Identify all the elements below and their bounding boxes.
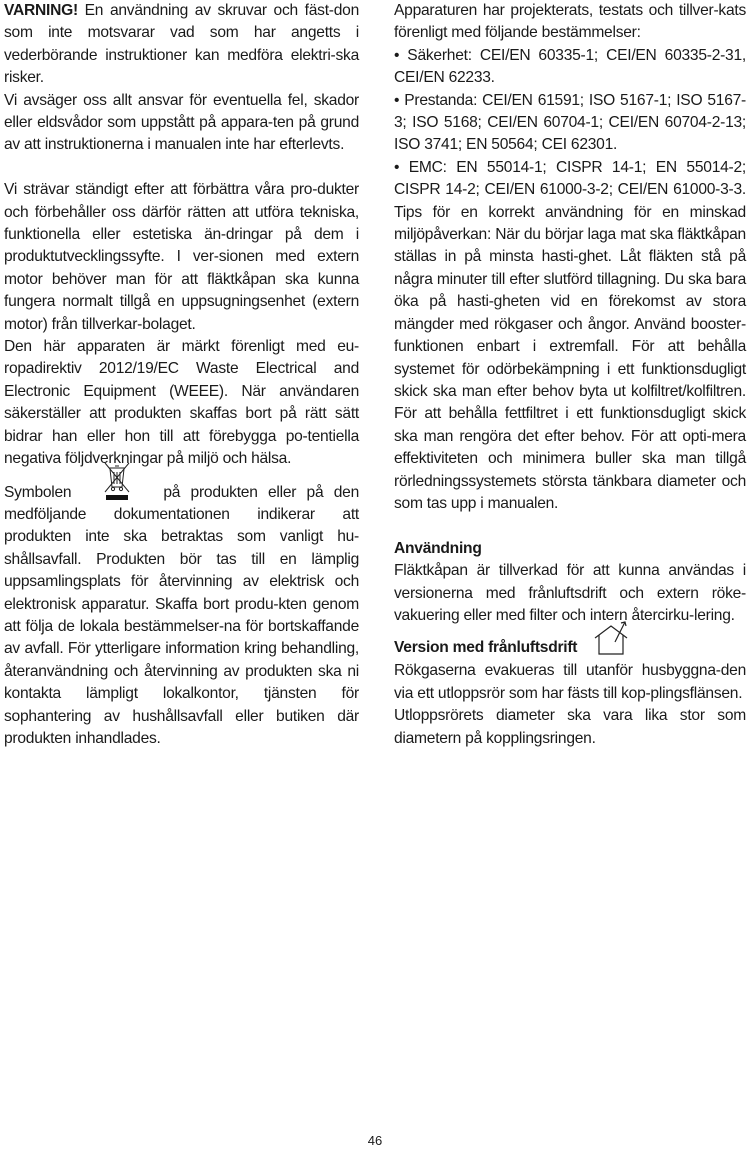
warning-paragraph — [4, 0, 359, 90]
emc-and-tips: • EMC: EN 55014-1; CISPR 14-1; EN 55014-2; CISPR 14-2; CEI/EN 61000-3-2; CEI/EN 61000-3-3. Tips för en korrekt användning för en minskad miljöpåverkan: När du börjar laga mat ska fläktkåpan ställas in på minsta hasti-ghet. Låt fläkten stå på några minuter till efter slutförd tillagning. Du ska bara öka på hasti-gheten vid en förekomst av stora mängder med rökgaser och ångor. Använd booster-funktionen enbart i extremfall. För att behålla systemet för odörbekämpning i ett funktionsdugligt skick ska man efter behov byta ut kolfiltret/kolfiltren. För att behålla fettfiltret i ett funktionsdugligt skick ska man rengöra det efter behov. För att opti-mera effektiviteten och minimera buller ska man tillgå rörledningssystemets största tänkbara diameter och som tas upp i manualen. — [394, 158, 746, 512]
warning-text: En användning av skruvar och fäst-don som inte motsvarar vad som har angetts i vederbörande instruktioner kan medföra elektri-ska risker. — [4, 2, 359, 87]
usage-heading: Användning — [394, 539, 482, 557]
compliance-intro: Apparaturen har projekterats, testats och tillver-kats förenligt med följande bestämmelser: — [394, 2, 746, 42]
symbol-paragraph — [4, 481, 359, 751]
symbol-body-text: på produkten eller på den medföljande dokumentationen indikerar att produkten inte ska betraktas som vanligt hu-shållsavfall. Produkten bör tas till en lämplig uppsamlingsplats för återvinning av elektrisk och elektronisk apparatur. Skaffa bort produ-kten genom att följa de lokala bestämmelser-na för bortskaffande av avfall. För ytterligare information kring behandling, återanvändning och återvinning av produkten ska ni kontakta lämpligt lokalkontor, tjänsten för sophantering av hushållsavfall eller butiken där produkten inhandlades. — [4, 483, 359, 747]
improvement-paragraph: Vi strävar ständigt efter att förbättra våra pro-dukter och förbehåller oss därför rätten att utföra tekniska, funktionella eller estetiska än-dringar på dem i produktutvecklingssyfte. I ver-sionen med extern motor behöver man för att fläktkåpan ska kunna fungera normalt tillgå en uppsugningsenhet (extern motor) från tillverkar-bolaget. — [4, 181, 359, 333]
exhaust-paragraph: Rökgaserna evakueras till utanför husbyggna-den via ett utloppsrör som har fästs till kop-plingsflänsen. — [394, 662, 746, 702]
version-heading-line — [394, 637, 746, 660]
liability-paragraph: Vi avsäger oss allt ansvar för eventuella fel, skador eller eldsvådor som uppstått på appara-ten på grund av att instruktionerna i manualen inte har efterlevts. — [4, 91, 359, 154]
version-heading: Version med frånluftsdrift — [394, 639, 578, 657]
house-exhaust-icon — [591, 620, 631, 660]
page-number: 46 — [367, 1133, 383, 1148]
performance-standards: • Prestanda: CEI/EN 61591; ISO 5167-1; ISO 5167-3; ISO 5168; CEI/EN 60704-1; CEI/EN 60704-2-13; ISO 3741; EN 50564; CEI 62301. — [394, 91, 746, 154]
warning-label: VARNING! — [4, 2, 78, 19]
usage-paragraph: Fläktkåpan är tillverkad för att kunna användas i versionerna med frånluftsdrift och extern röke-vakuering eller med filter och intern återcirku-lering. — [394, 562, 746, 624]
right-column — [394, 0, 746, 750]
symbol-lead-text: Symbolen — [4, 483, 72, 501]
weee-directive-paragraph: Den här apparaten är märkt förenligt med eu-ropadirektiv 2012/19/EC Waste Electrical and Electronic Equipment (WEEE). När användaren säkerställer att produkten skaffas bort på rätt sätt bidrar han eller hon till att förebygga po-tentiella negativa följdverkningar på miljö och hälsa. — [4, 338, 359, 468]
diameter-paragraph: Utloppsrörets diameter ska vara lika stor som diametern på kopplingsringen. — [394, 707, 746, 747]
safety-standards: • Säkerhet: CEI/EN 60335-1; CEI/EN 60335-2-31, CEI/EN 62233. — [394, 46, 746, 87]
left-column — [4, 0, 359, 750]
crossed-out-wheelie-bin-icon — [97, 459, 137, 503]
